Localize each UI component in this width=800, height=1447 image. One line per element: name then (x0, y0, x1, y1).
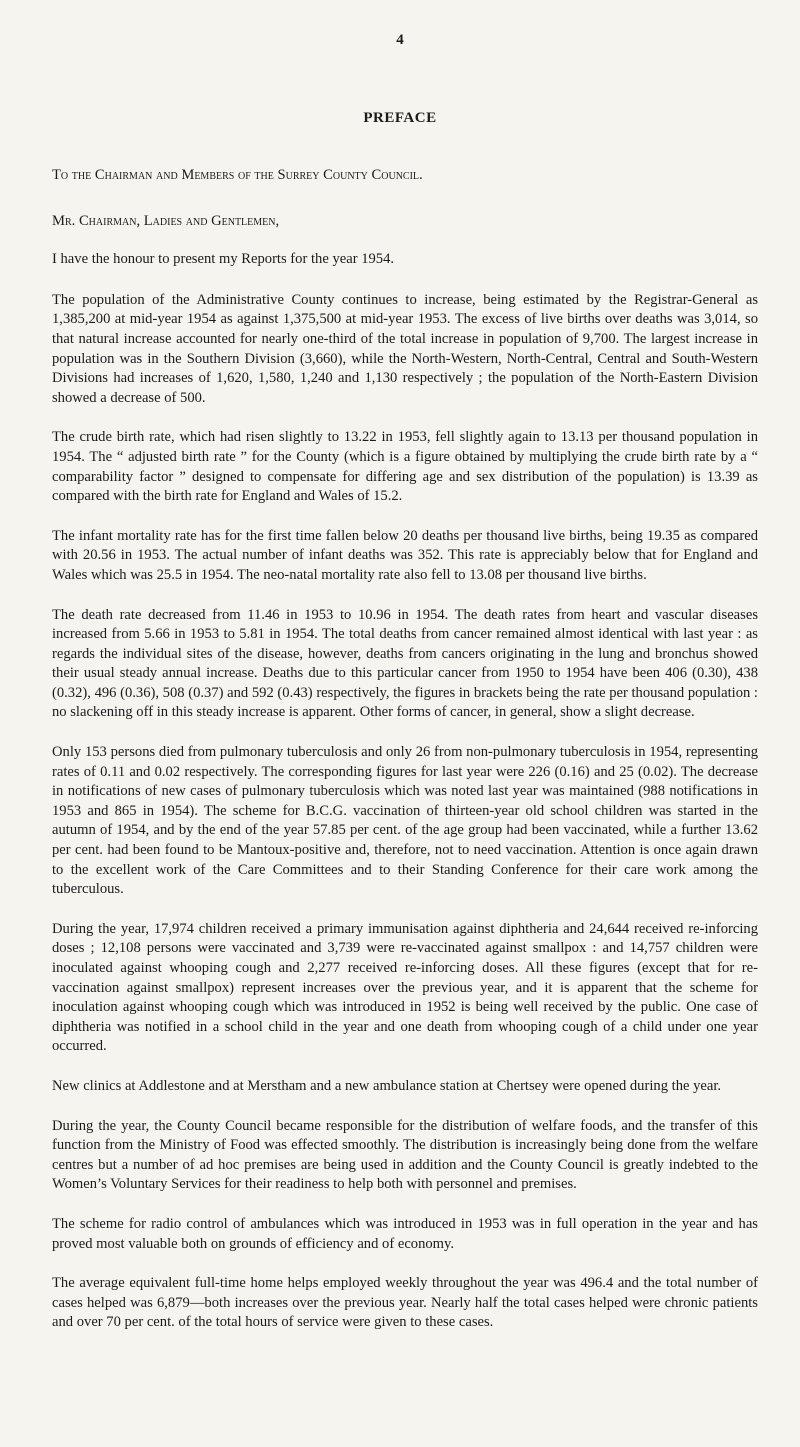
paragraph-immunisation: During the year, 17,974 children received a primary immunisation against diphtheria and 24,644 received re-inforcing doses ; 12,108 persons were vaccinated and 3,739 were re-vaccinated against smallpox : and 14,757 children were inoculated against whooping cough and 2,277 received re-inforcing doses. All these figures (except that for re-vaccination against smallpox) represent increases over the previous year, and it is apparent that the scheme for inoculation against whooping cough which was introduced in 1952 is being well received by the public. One case of diphtheria was notified in a school child in the year and one death from whooping cough of a child under one year occurred. (52, 920, 758, 1055)
preface-body (52, 166, 758, 1353)
page-title: PREFACE (363, 110, 437, 126)
paragraph-tuberculosis: Only 153 persons died from pulmonary tuberculosis and only 26 from non-pulmonary tuberculosis in 1954, representing rates of 0.11 and 0.02 respectively. The corresponding figures for last year were 226 (0.16) and 25 (0.02). The decrease in notifications of new cases of pulmonary tuberculosis which was noted last year was maintained (988 notifications in 1953 and 865 in 1954). The scheme for B.C.G. vaccination of thirteen-year old school children was started in the autumn of 1954, and by the end of the year 57.85 per cent. of the age group had been vaccinated, while a further 13.62 per cent. had been found to be Mantoux-positive and, therefore, not to need vaccination. Attention is once again drawn to the excellent work of the Care Committees and to their Standing Conference for their care work among the tuberculous. (52, 744, 758, 898)
page-number: 4 (396, 32, 404, 48)
paragraph-intro: I have the honour to present my Reports for the year 1954. (52, 251, 395, 268)
paragraph-infant-mortality: The infant mortality rate has for the first time fallen below 20 deaths per thousand live births, being 19.35 as compared with 20.56 in 1953. The actual number of infant deaths was 352. This rate is appreciably below that for England and Wales which was 25.5 in 1954. The neo-natal mortality rate also fell to 13.08 per thousand live births. (52, 527, 758, 583)
paragraph-radio-control: The scheme for radio control of ambulances which was introduced in 1953 was in full operation in the year and has proved most valuable both on grounds of efficiency and of economy. (52, 1215, 758, 1252)
paragraph-birth-rate: The crude birth rate, which had risen slightly to 13.22 in 1953, fell slightly again to 13.13 per thousand population in 1954. The “ adjusted birth rate ” for the County (which is a figure obtained by multiplying the crude birth rate by a “ comparability factor ” designed to compensate for differing age and sex distribution of the population) is 13.39 as compared with the birth rate for England and Wales of 15.2. (52, 429, 758, 505)
addressee-line: To the Chairman and Members of the Surrey County Council. (52, 167, 423, 183)
paragraph-welfare-foods: During the year, the County Council became responsible for the distribution of welfare foods, and the transfer of this function from the Ministry of Food was effected smoothly. The distribution is increasingly being done from the welfare centres but a number of ad hoc premises are being used in addition and the County Council is greatly indebted to the Women’s Voluntary Services for their readiness to help both with personnel and premises. (52, 1117, 758, 1193)
paragraph-home-helps: The average equivalent full-time home helps employed weekly throughout the year was 496.4 and the total number of cases helped was 6,879—both increases over the previous year. Nearly half the total cases helped were chronic patients and over 70 per cent. of the total hours of service were given to these cases. (52, 1275, 758, 1331)
salutation-line: Mr. Chairman, Ladies and Gentlemen, (52, 212, 280, 229)
paragraph-death-rate: The death rate decreased from 11.46 in 1953 to 10.96 in 1954. The death rates from heart and vascular diseases increased from 5.66 in 1953 to 5.81 in 1954. The total deaths from cancer remained almost identical with last year : as regards the individual sites of the disease, however, deaths from cancers originating in the lung and bronchus showed their usual steady annual increase. Deaths due to this particular cancer from 1950 to 1954 have been 406 (0.30), 438 (0.32), 496 (0.36), 508 (0.37) and 592 (0.43) respectively, the figures in brackets being the rate per thousand population : no slackening off in this steady increase is apparent. Other forms of cancer, in general, show a slight decrease. (52, 606, 758, 721)
paragraph-population: The population of the Administrative County continues to increase, being estimated by the Registrar-General as 1,385,200 at mid-year 1954 as against 1,375,500 at mid-year 1953. The excess of live births over deaths was 3,014, so that natural increase accounted for nearly one-third of the total increase in population of 9,700. The largest increase in population was in the Southern Division (3,660), while the North-Western, North-Central, Central and South-Western Divisions had increases of 1,620, 1,580, 1,240 and 1,130 respectively ; the population of the North-Eastern Division showed a decrease of 500. (52, 291, 758, 406)
paragraph-new-clinics: New clinics at Addlestone and at Merstham and a new ambulance station at Chertsey were opened during the year. (52, 1077, 722, 1094)
